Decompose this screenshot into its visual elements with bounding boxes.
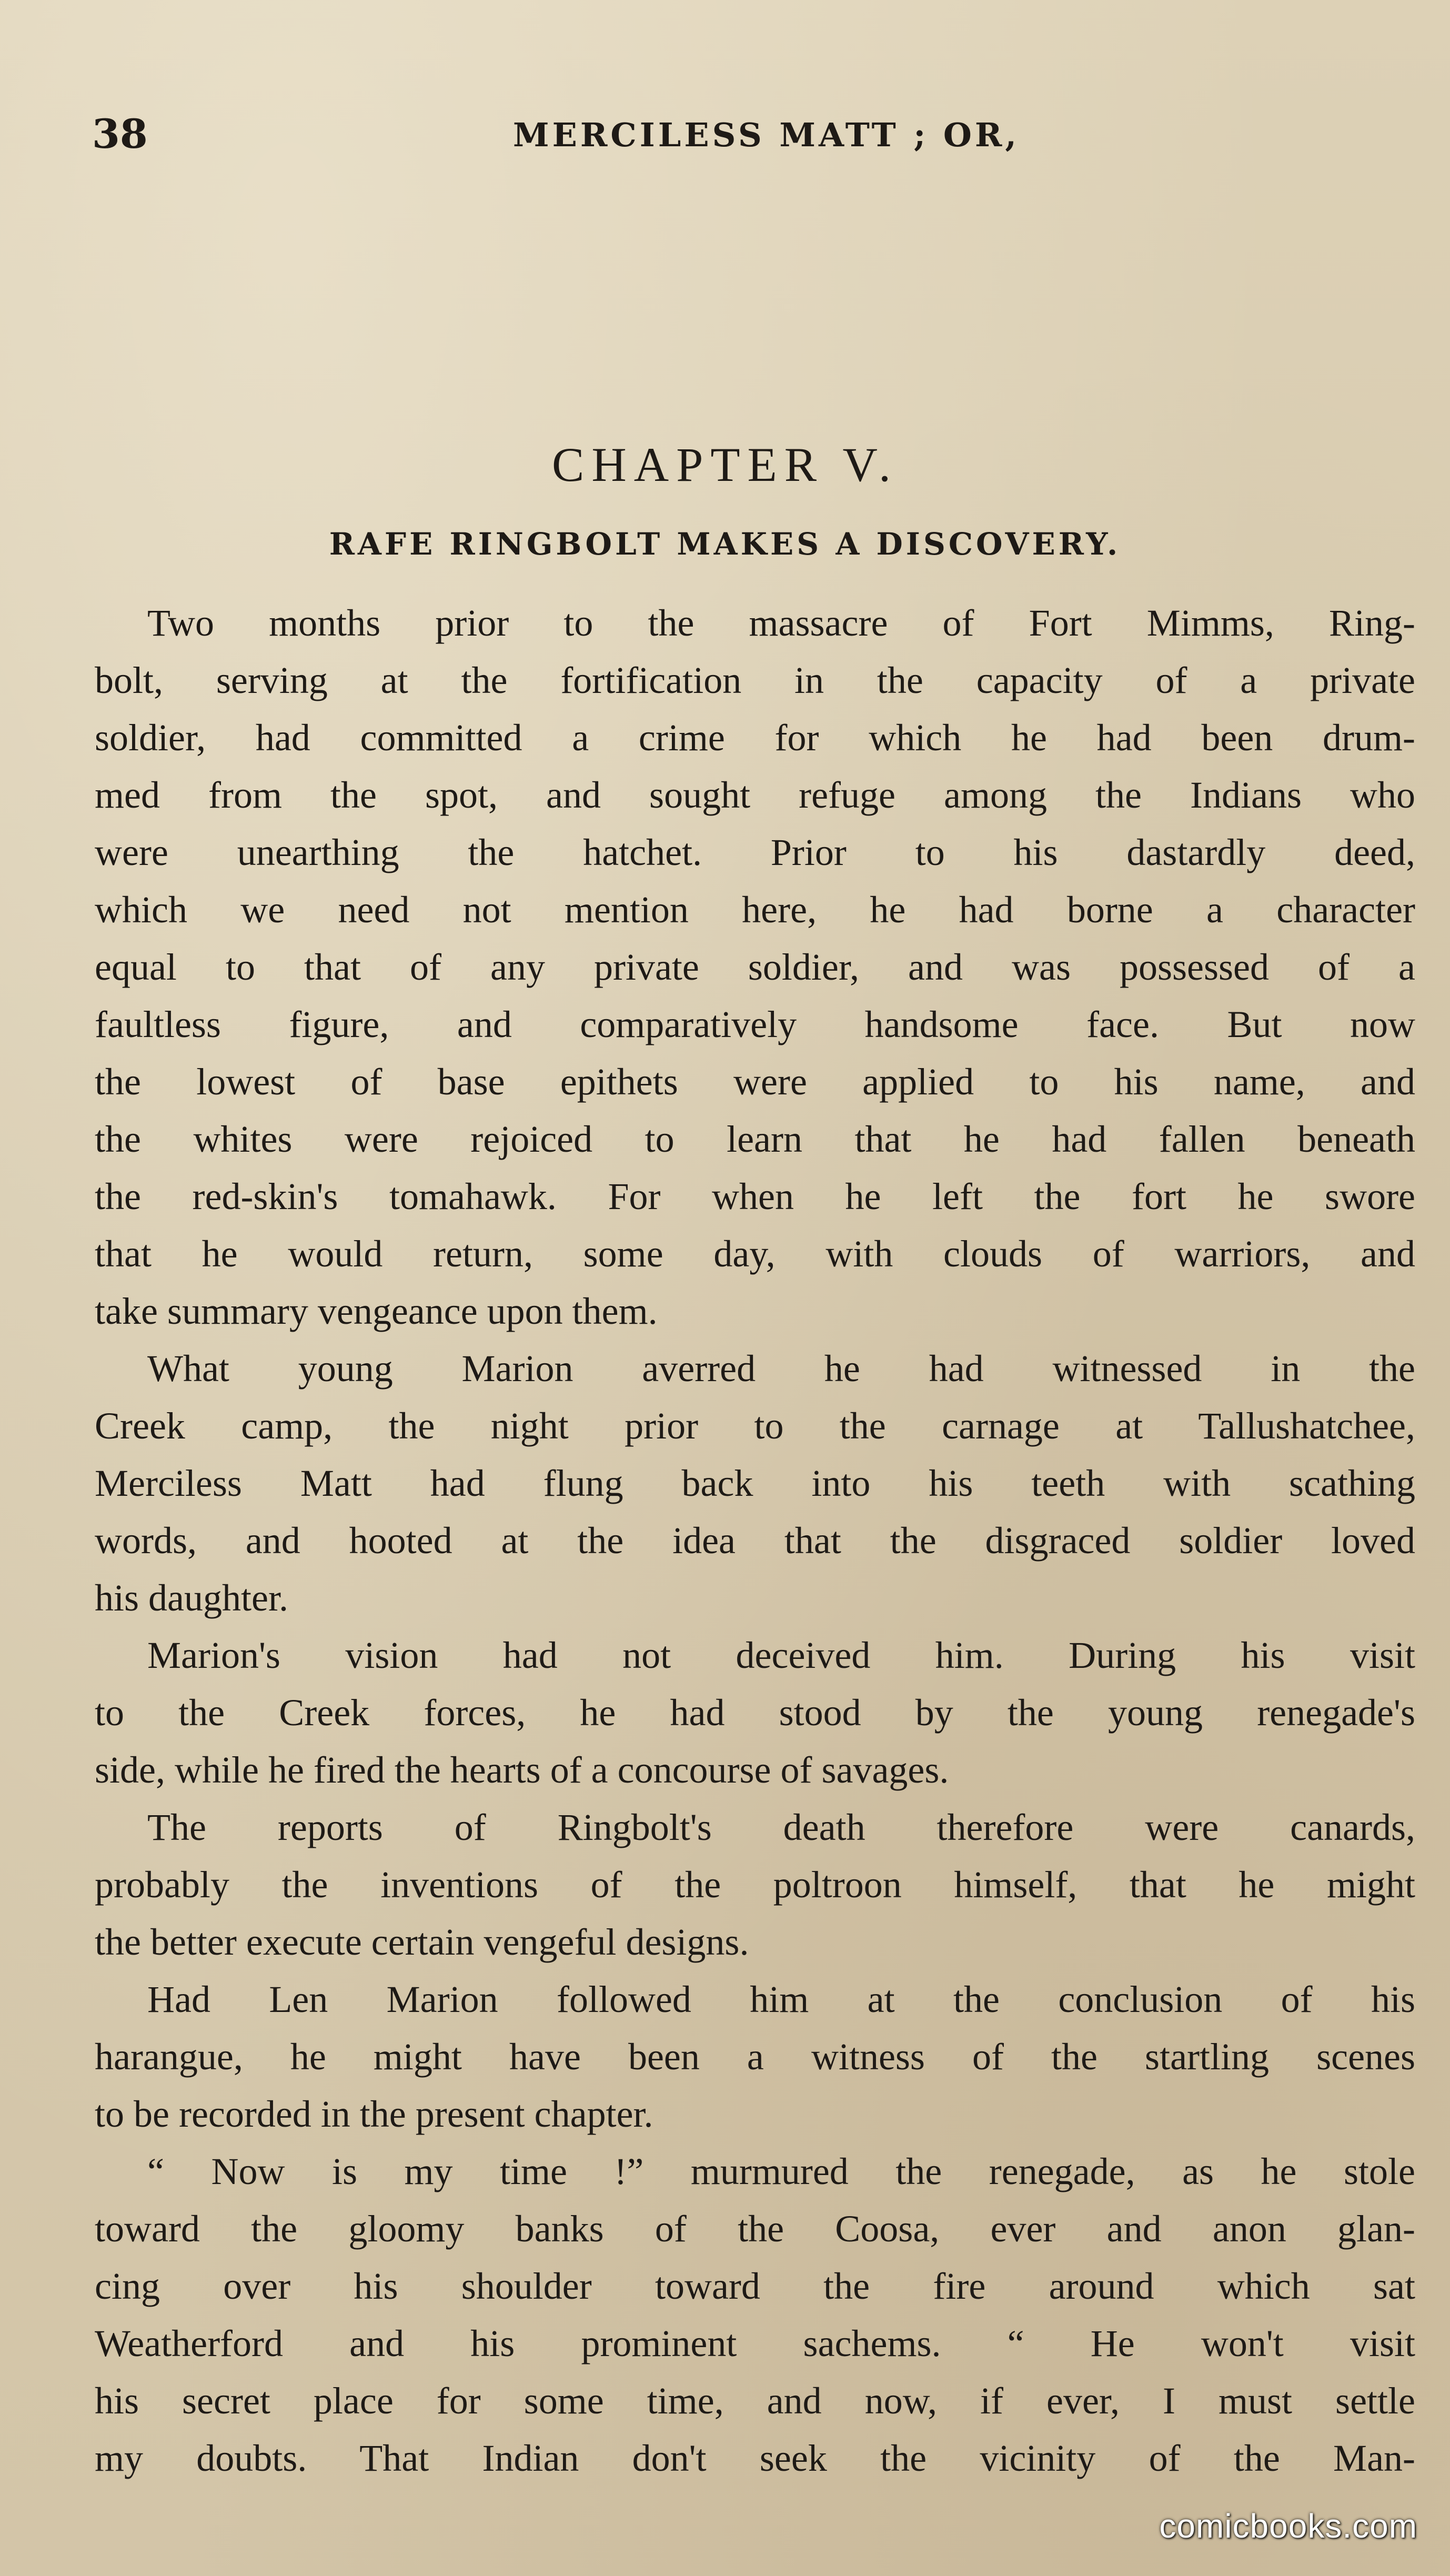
text-line: cing over his shoulder toward the fire around which sat (95, 2265, 1415, 2307)
text-line: soldier, had committed a crime for which he had been drum- (95, 717, 1415, 759)
text-line: Two months prior to the massacre of Fort Mimms, Ring- (147, 602, 1415, 644)
text-line: “ Now is my time !” murmured the renegade, as he stole (147, 2150, 1415, 2192)
page-number: 38 (92, 110, 148, 157)
text-line: med from the spot, and sought refuge among the Indians who (95, 774, 1415, 816)
text-line: the red-skin's tomahawk. For when he left the fort he swore (95, 1175, 1415, 1217)
text-line: equal to that of any private soldier, and was possessed of a (95, 946, 1415, 988)
body-text (95, 595, 1415, 2487)
chapter-title: CHAPTER V. (551, 438, 899, 491)
text-line: harangue, he might have been a witness of the startling scenes (95, 2036, 1415, 2078)
running-title: MERCILESS MATT ; OR, (513, 116, 1020, 154)
text-line: to be recorded in the present chapter. (95, 2093, 653, 2135)
running-head (92, 110, 1418, 168)
text-line: words, and hooted at the idea that the disgraced soldier loved (95, 1520, 1415, 1562)
text-line: Creek camp, the night prior to the carnage at Tallushatchee, (95, 1405, 1415, 1447)
text-line: Weatherford and his prominent sachems. “ He won't visit (95, 2322, 1415, 2364)
text-line: faultless figure, and comparatively handsome face. But now (95, 1003, 1415, 1045)
text-line: that he would return, some day, with clouds of warriors, and (95, 1233, 1415, 1275)
text-line: Had Len Marion followed him at the conclusion of his (147, 1978, 1415, 2020)
text-line: Marion's vision had not deceived him. During his visit (147, 1634, 1415, 1676)
text-line: bolt, serving at the fortification in the capacity of a private (95, 659, 1415, 701)
text-line: the whites were rejoiced to learn that he had fallen beneath (95, 1118, 1415, 1160)
text-line: side, while he fired the hearts of a concourse of savages. (95, 1749, 949, 1791)
text-line: Merciless Matt had flung back into his teeth with scathing (95, 1462, 1415, 1504)
text-line: What young Marion averred he had witnessed in the (147, 1347, 1415, 1390)
text-line: The reports of Ringbolt's death therefore were canards, (147, 1806, 1415, 1848)
watermark: comicbooks.com (1159, 2507, 1417, 2545)
text-line: the lowest of base epithets were applied to his name, and (95, 1061, 1415, 1103)
text-line: the better execute certain vengeful designs. (95, 1921, 749, 1963)
text-line: his daughter. (95, 1577, 288, 1619)
text-line: my doubts. That Indian don't seek the vicinity of the Man- (95, 2437, 1415, 2479)
text-line: which we need not mention here, he had borne a character (95, 889, 1415, 931)
text-line: take summary vengeance upon them. (95, 1290, 658, 1332)
chapter-subtitle: RAFE RINGBOLT MAKES A DISCOVERY. (329, 526, 1121, 562)
text-line: his secret place for some time, and now, if ever, I must settle (95, 2380, 1415, 2422)
text-line: probably the inventions of the poltroon himself, that he might (95, 1864, 1415, 1906)
text-line: were unearthing the hatchet. Prior to his dastardly deed, (95, 831, 1415, 873)
text-line: to the Creek forces, he had stood by the young renegade's (95, 1692, 1415, 1734)
text-line: toward the gloomy banks of the Coosa, ever and anon glan- (95, 2208, 1415, 2250)
